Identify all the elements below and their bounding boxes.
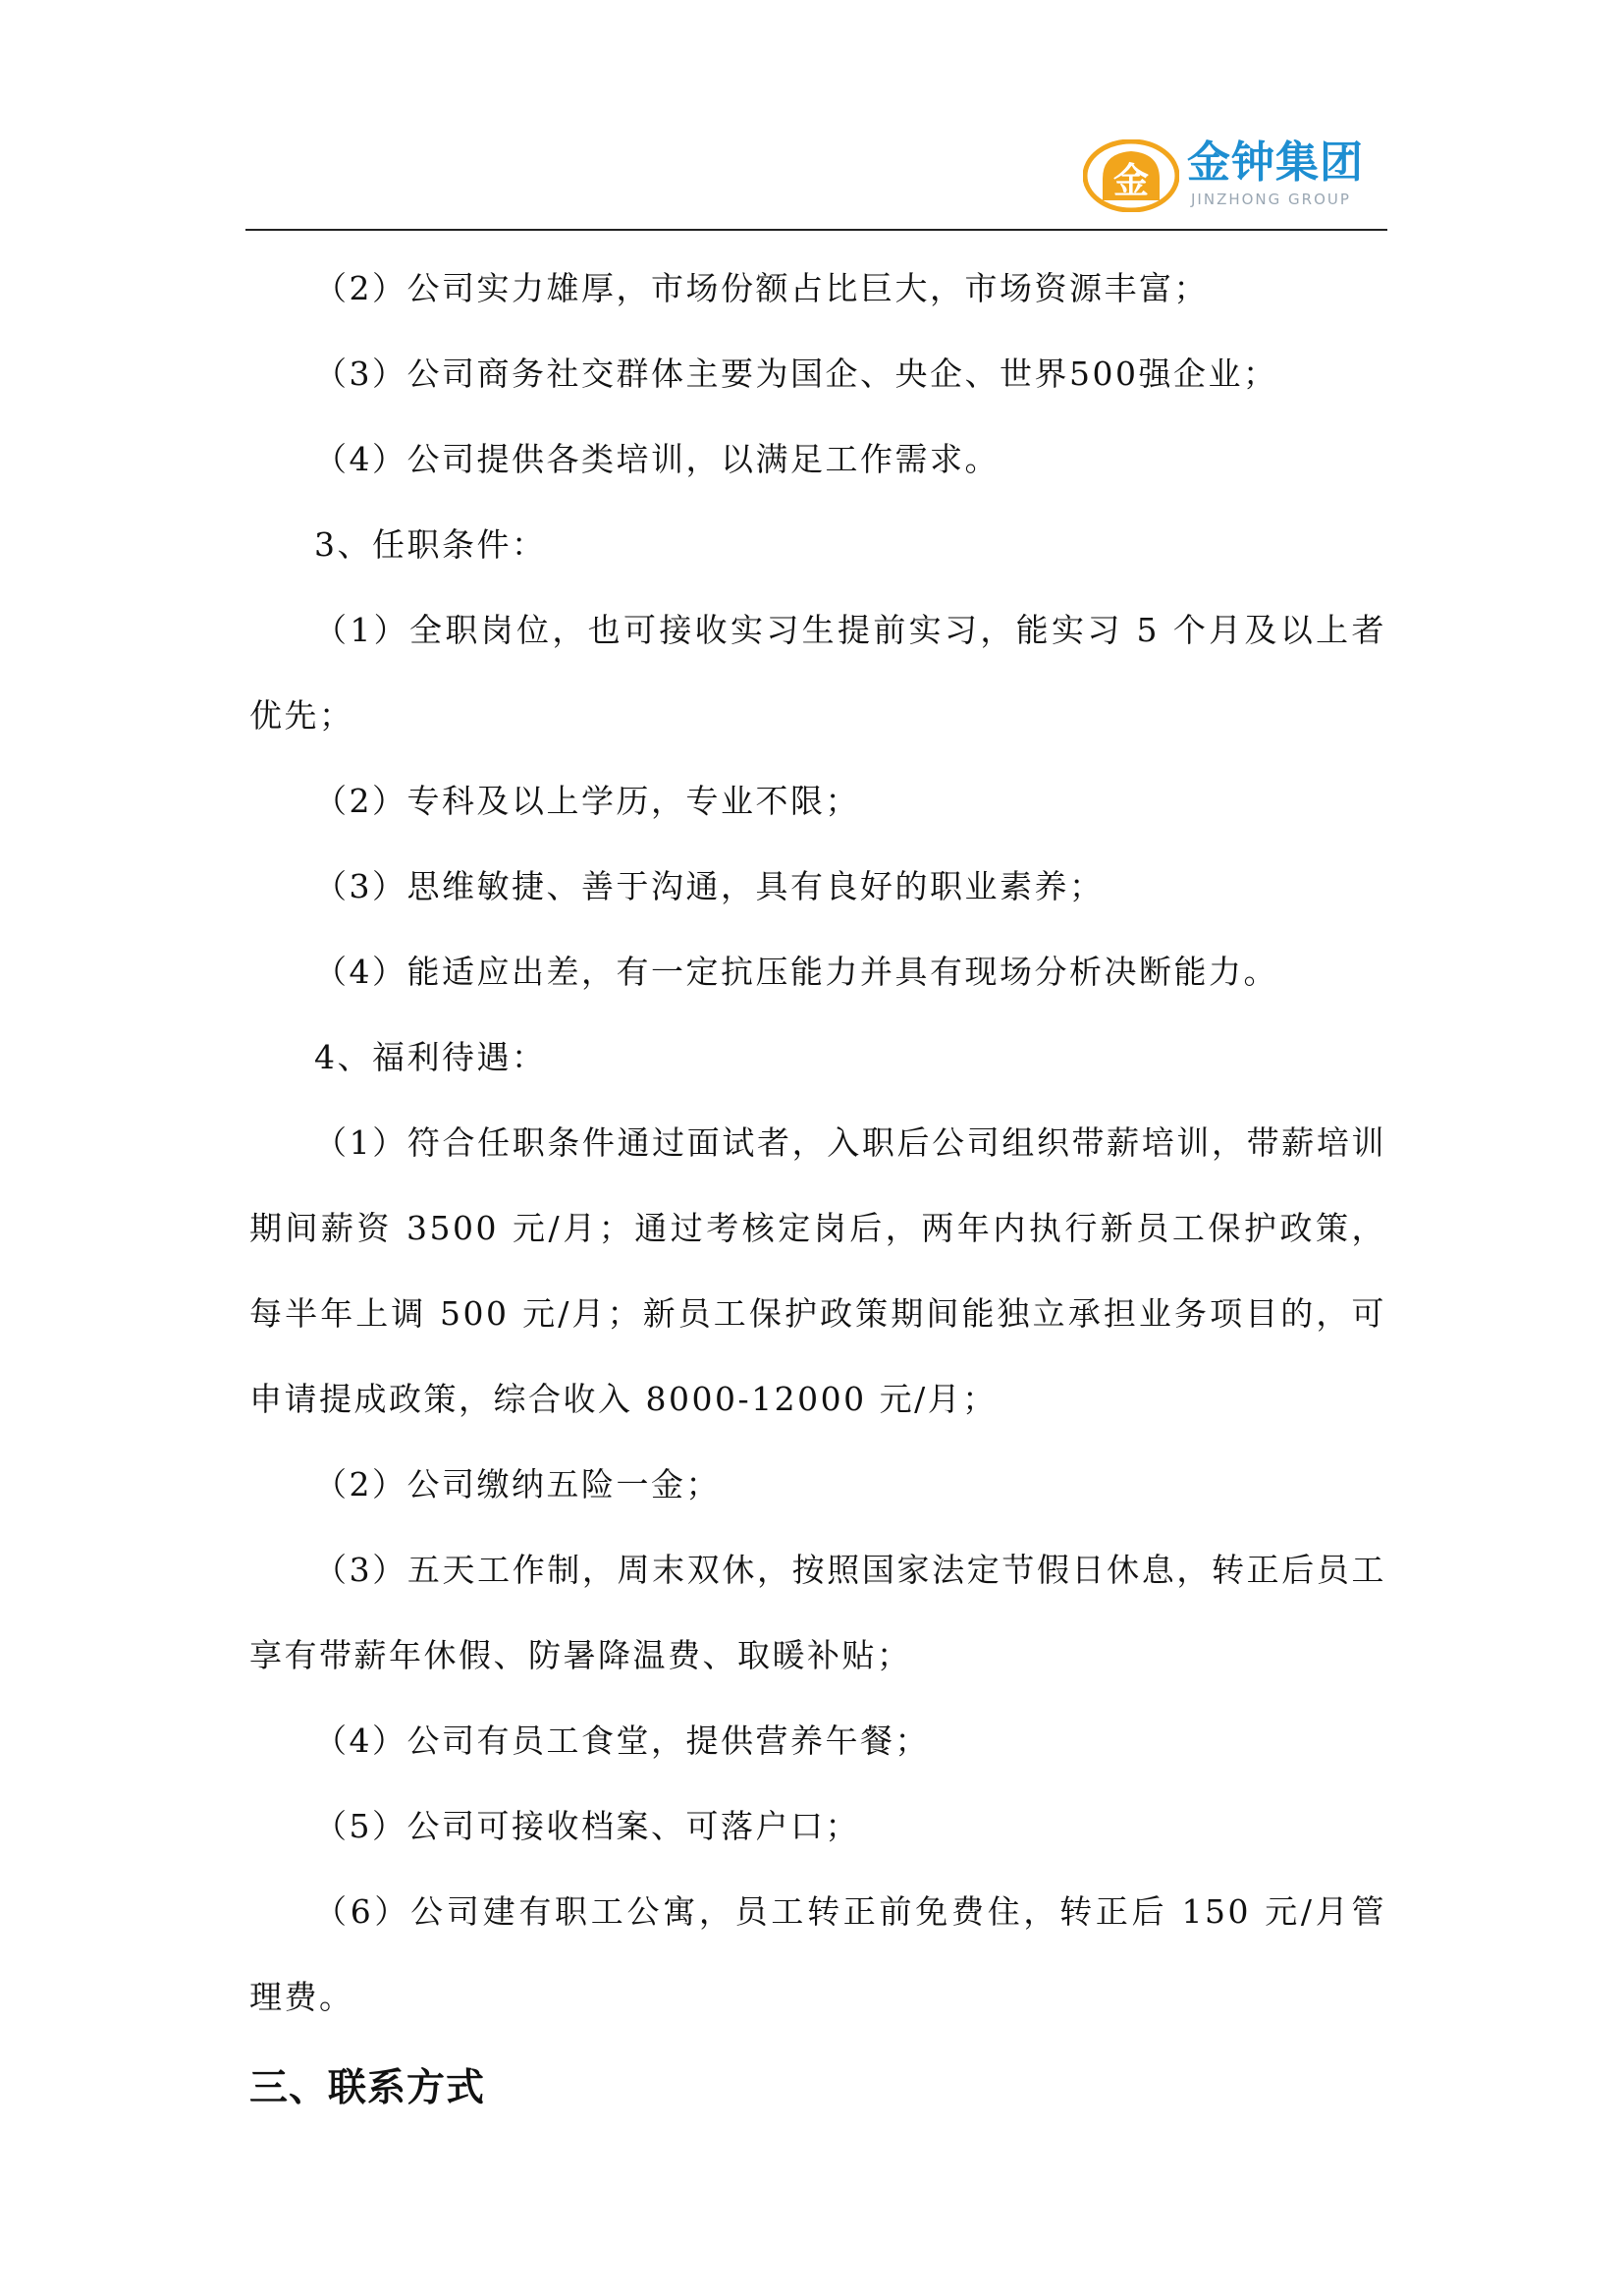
paragraph: （1）全职岗位，也可接收实习生提前实习，能实习 5 个月及以上者优先； — [249, 611, 1386, 735]
paragraph: （6）公司建有职工公寓，员工转正前免费住，转正后 150 元/月管理费。 — [249, 1892, 1386, 2016]
bell-emblem-icon — [1083, 139, 1179, 212]
paragraph: （5）公司可接收档案、可落户口； — [314, 1807, 860, 1845]
paragraph: （4）能适应出差，有一定抗压能力并具有现场分析决断能力。 — [314, 953, 1278, 991]
section-heading: 三、联系方式 — [249, 2066, 486, 2110]
subsection-heading: 3、任职条件： — [314, 525, 547, 564]
page-header — [245, 128, 1387, 231]
logo-mark-glyph: 金 — [1112, 161, 1150, 201]
paragraph: （3）公司商务社交群体主要为国企、央企、世界500强企业； — [314, 355, 1278, 393]
logo-name: 金钟集团 — [1187, 137, 1364, 188]
company-logo — [1083, 136, 1387, 216]
paragraph: （3）五天工作制，周末双休，按照国家法定节假日休息，转正后员工享有带薪年休假、防暑降温费、取暖补贴； — [249, 1551, 1386, 1674]
paragraph: （1）符合任职条件通过面试者，入职后公司组织带薪培训，带薪培训期间薪资 3500 元/月；通过考核定岗后，两年内执行新员工保护政策，每半年上调 500 元/月；新员工保护政策期间能独立承担业务项目的，可申请提成政策，综合收入 8000-12000 元/月； — [249, 1123, 1386, 1418]
paragraph: （2）专科及以上学历，专业不限； — [314, 782, 860, 820]
paragraph: （4）公司提供各类培训，以满足工作需求。 — [314, 440, 1000, 478]
paragraph: （3）思维敏捷、善于沟通，具有良好的职业素养； — [314, 867, 1105, 905]
logo-subtitle: JINZHONG GROUP — [1191, 191, 1351, 208]
subsection-heading: 4、福利待遇： — [314, 1038, 547, 1076]
header-divider — [245, 229, 1387, 231]
paragraph: （2）公司缴纳五险一金； — [314, 1465, 721, 1503]
paragraph: （2）公司实力雄厚，市场份额占比巨大，市场资源丰富； — [314, 269, 1209, 307]
document-body — [249, 246, 1386, 2138]
paragraph: （4）公司有员工食堂，提供营养午餐； — [314, 1722, 930, 1760]
